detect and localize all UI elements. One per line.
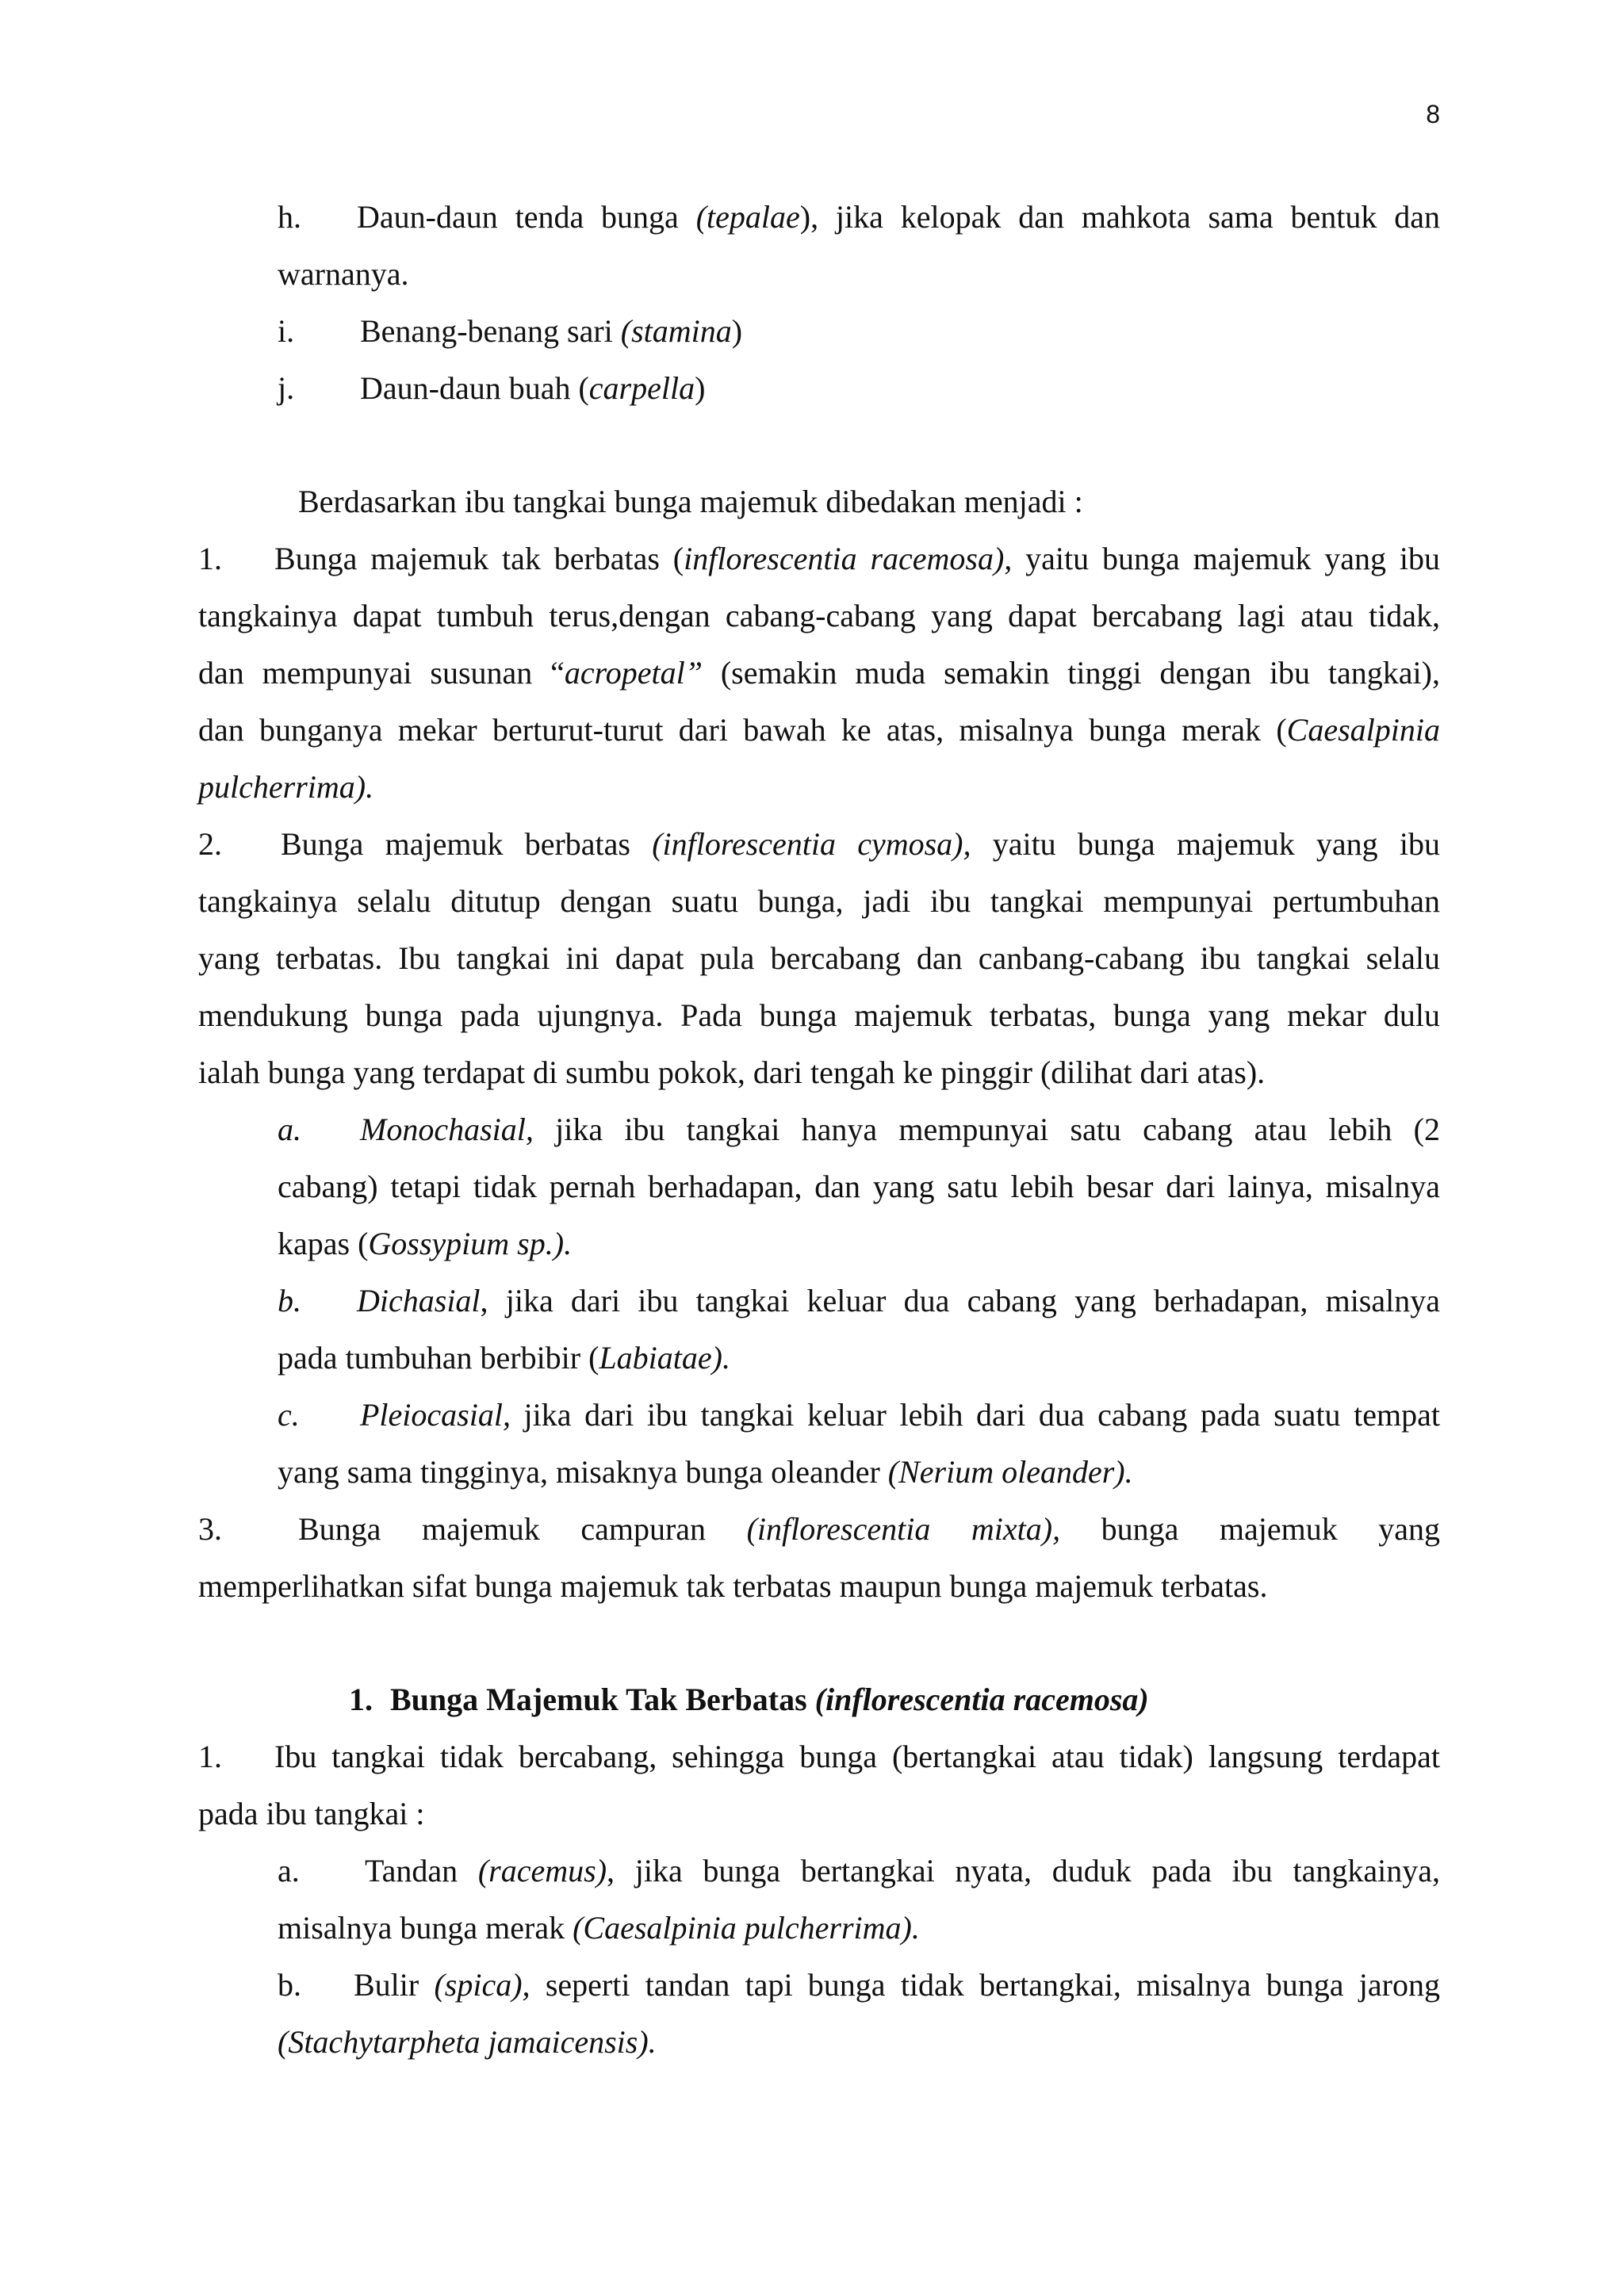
section-list-1-line-2: pada ibu tangkai :	[198, 1796, 425, 1831]
list-marker: h.	[278, 199, 301, 235]
paragraph-3-marker: 3.	[198, 1511, 222, 1547]
sublist-item-a-marker: a.	[278, 1112, 301, 1147]
list-item-i-text: Benang-benang sari (stamina)	[360, 313, 743, 349]
paragraph-2-line-1: Bunga majemuk berbatas (inflorescentia cymosa), yaitu bunga majemuk yang ibu	[281, 826, 1441, 862]
sublist-item-c-line-2: yang sama tingginya, misaknya bunga oleander (Nerium oleander).	[278, 1454, 1133, 1490]
section-sublist-a-marker: a.	[278, 1853, 300, 1888]
section-list-1-marker: 1.	[198, 1739, 222, 1774]
paragraph-2-line-3: yang terbatas. Ibu tangkai ini dapat pula bercabang dan canbang-cabang ibu tangkai selalu	[198, 940, 1440, 976]
list-item-j-text: Daun-daun buah (carpella)	[360, 370, 706, 406]
section-sublist-b-marker: b.	[278, 1967, 301, 2003]
sublist-item-a-line-2: cabang) tetapi tidak pernah berhadapan, dan yang satu lebih besar dari lainya, misalnya	[278, 1169, 1440, 1204]
section-heading-number: 1.	[349, 1682, 373, 1717]
sublist-item-a-line-3: kapas (Gossypium sp.).	[278, 1226, 573, 1261]
section-list-1-line-1: Ibu tangkai tidak bercabang, sehingga bunga (bertangkai atau tidak) langsung terdapat	[274, 1739, 1440, 1774]
section-sublist-b-line-1: Bulir (spica), seperti tandan tapi bunga tidak bertangkai, misalnya bunga jarong	[354, 1967, 1440, 2003]
page-number: 8	[1426, 100, 1440, 128]
paragraph-2-line-5: ialah bunga yang terdapat di sumbu pokok, dari tengah ke pinggir (dilihat dari atas).	[198, 1054, 1266, 1090]
paragraph-3-line-1: Bunga majemuk campuran (inflorescentia mixta), bunga majemuk yang	[298, 1511, 1441, 1547]
sublist-item-c-marker: c.	[278, 1397, 300, 1433]
paragraph-2-line-2: tangkainya selalu ditutup dengan suatu bunga, jadi ibu tangkai mempunyai pertumbuhan	[198, 883, 1440, 919]
intro-paragraph: Berdasarkan ibu tangkai bunga majemuk dibedakan menjadi :	[298, 484, 1083, 519]
paragraph-2-marker: 2.	[198, 826, 222, 862]
paragraph-1-marker: 1.	[198, 541, 222, 576]
paragraph-2-line-4: mendukung bunga pada ujungnya. Pada bunga majemuk terbatas, bunga yang mekar dulu	[198, 997, 1440, 1033]
section-sublist-a-line-1: Tandan (racemus), jika bunga bertangkai nyata, duduk pada ibu tangkainya,	[365, 1853, 1440, 1888]
sublist-item-a-line-1: Monochasial, jika ibu tangkai hanya mempunyai satu cabang atau lebih (2	[360, 1112, 1440, 1147]
section-heading: 1. Bunga Majemuk Tak Berbatas (inflorescentia racemosa)	[349, 1682, 1149, 1717]
list-item-h-cont: warnanya.	[278, 256, 409, 292]
list-marker: j.	[278, 370, 295, 406]
section-sublist-b-line-2: (Stachytarpheta jamaicensis).	[278, 2024, 657, 2060]
section-sublist-a-line-2: misalnya bunga merak (Caesalpinia pulcherrima).	[278, 1910, 920, 1946]
list-item-h-text: Daun-daun tenda bunga (tepalae), jika kelopak dan mahkota sama bentuk dan	[357, 199, 1441, 235]
list-item-j	[278, 369, 294, 408]
paragraph-3-line-2: memperlihatkan sifat bunga majemuk tak terbatas maupun bunga majemuk terbatas.	[198, 1568, 1268, 1604]
list-item-h	[278, 198, 301, 236]
list-item-i	[278, 312, 294, 350]
sublist-item-b-line-1: Dichasial, jika dari ibu tangkai keluar dua cabang yang berhadapan, misalnya	[357, 1283, 1440, 1318]
paragraph-1-line-1: Bunga majemuk tak berbatas (inflorescentia racemosa), yaitu bunga majemuk yang ibu	[274, 541, 1441, 576]
paragraph-1-line-5: pulcherrima).	[198, 769, 374, 805]
paragraph-1-line-4: dan bunganya mekar berturut-turut dari bawah ke atas, misalnya bunga merak (Caesalpinia	[198, 712, 1440, 748]
paragraph-1-line-2: tangkainya dapat tumbuh terus,dengan cabang-cabang yang dapat bercabang lagi atau tidak,	[198, 598, 1440, 633]
sublist-item-c-line-1: Pleiocasial, jika dari ibu tangkai keluar lebih dari dua cabang pada suatu tempat	[360, 1397, 1440, 1433]
sublist-item-b-line-2: pada tumbuhan berbibir (Labiatae).	[278, 1340, 730, 1376]
sublist-item-b-marker: b.	[278, 1283, 301, 1318]
paragraph-1-line-3: dan mempunyai susunan “acropetal” (semakin muda semakin tinggi dengan ibu tangkai),	[198, 655, 1440, 691]
list-marker: i.	[278, 313, 295, 349]
